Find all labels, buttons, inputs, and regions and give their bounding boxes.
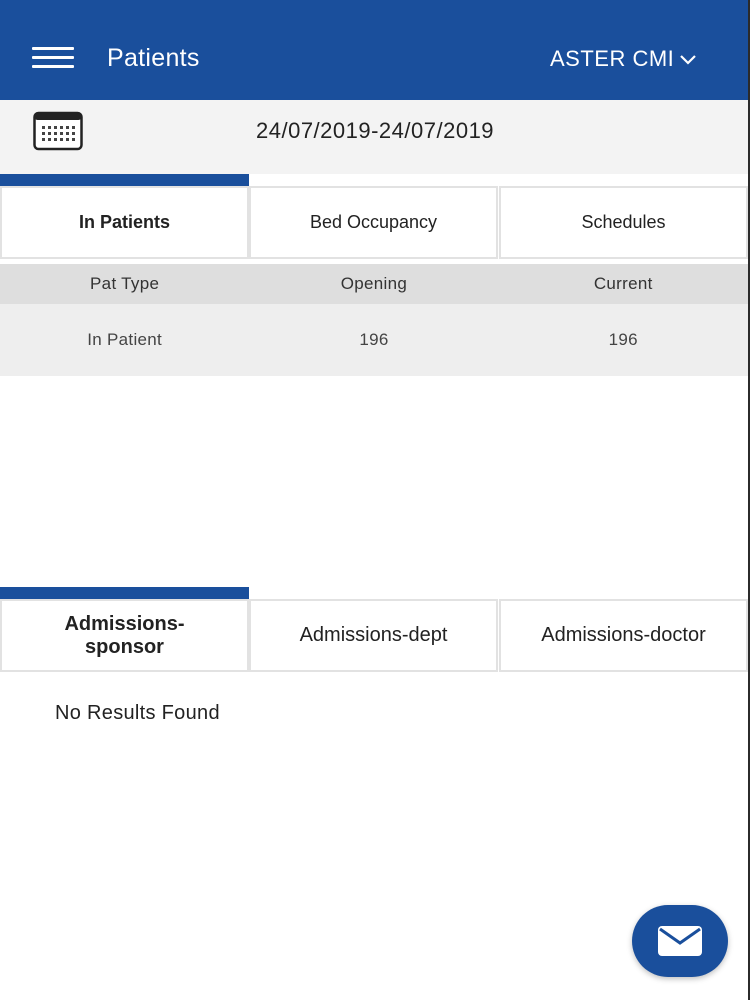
- chevron-down-icon: [680, 55, 696, 65]
- mail-button[interactable]: [632, 905, 728, 977]
- header-opening: Opening: [340, 274, 408, 293]
- tab-admissions-dept[interactable]: Admissions-dept: [249, 599, 498, 672]
- cell-pat-type: In Patient: [87, 330, 163, 349]
- patient-tabs: [0, 174, 748, 260]
- tab-bed-occupancy[interactable]: Bed Occupancy: [249, 186, 498, 259]
- table-row[interactable]: [0, 304, 748, 376]
- tab-admissions-sponsor[interactable]: Admissions-sponsor: [0, 599, 249, 672]
- empty-state-message: No Results Found: [55, 702, 220, 724]
- page-title: Patients: [107, 44, 200, 72]
- tab-admissions-doctor[interactable]: Admissions-doctor: [499, 599, 748, 672]
- cell-current: 196: [608, 330, 638, 349]
- header-pat-type: Pat Type: [90, 274, 160, 293]
- admissions-tabs: [0, 587, 748, 673]
- calendar-icon[interactable]: [33, 111, 83, 151]
- active-tab-indicator: [0, 174, 249, 186]
- tab-schedules[interactable]: Schedules: [499, 186, 748, 259]
- tab-in-patients[interactable]: In Patients: [0, 186, 249, 259]
- org-label: ASTER CMI: [550, 46, 675, 71]
- table-header: [0, 264, 748, 304]
- cell-opening: 196: [359, 330, 389, 349]
- active-tab-indicator: [0, 587, 249, 599]
- app-header: [0, 0, 748, 100]
- date-range[interactable]: 24/07/2019-24/07/2019: [256, 118, 495, 143]
- org-selector[interactable]: [550, 46, 696, 72]
- mail-icon: [658, 926, 702, 956]
- header-current: Current: [593, 274, 653, 293]
- hamburger-icon[interactable]: [32, 47, 74, 69]
- patients-table: [0, 264, 748, 376]
